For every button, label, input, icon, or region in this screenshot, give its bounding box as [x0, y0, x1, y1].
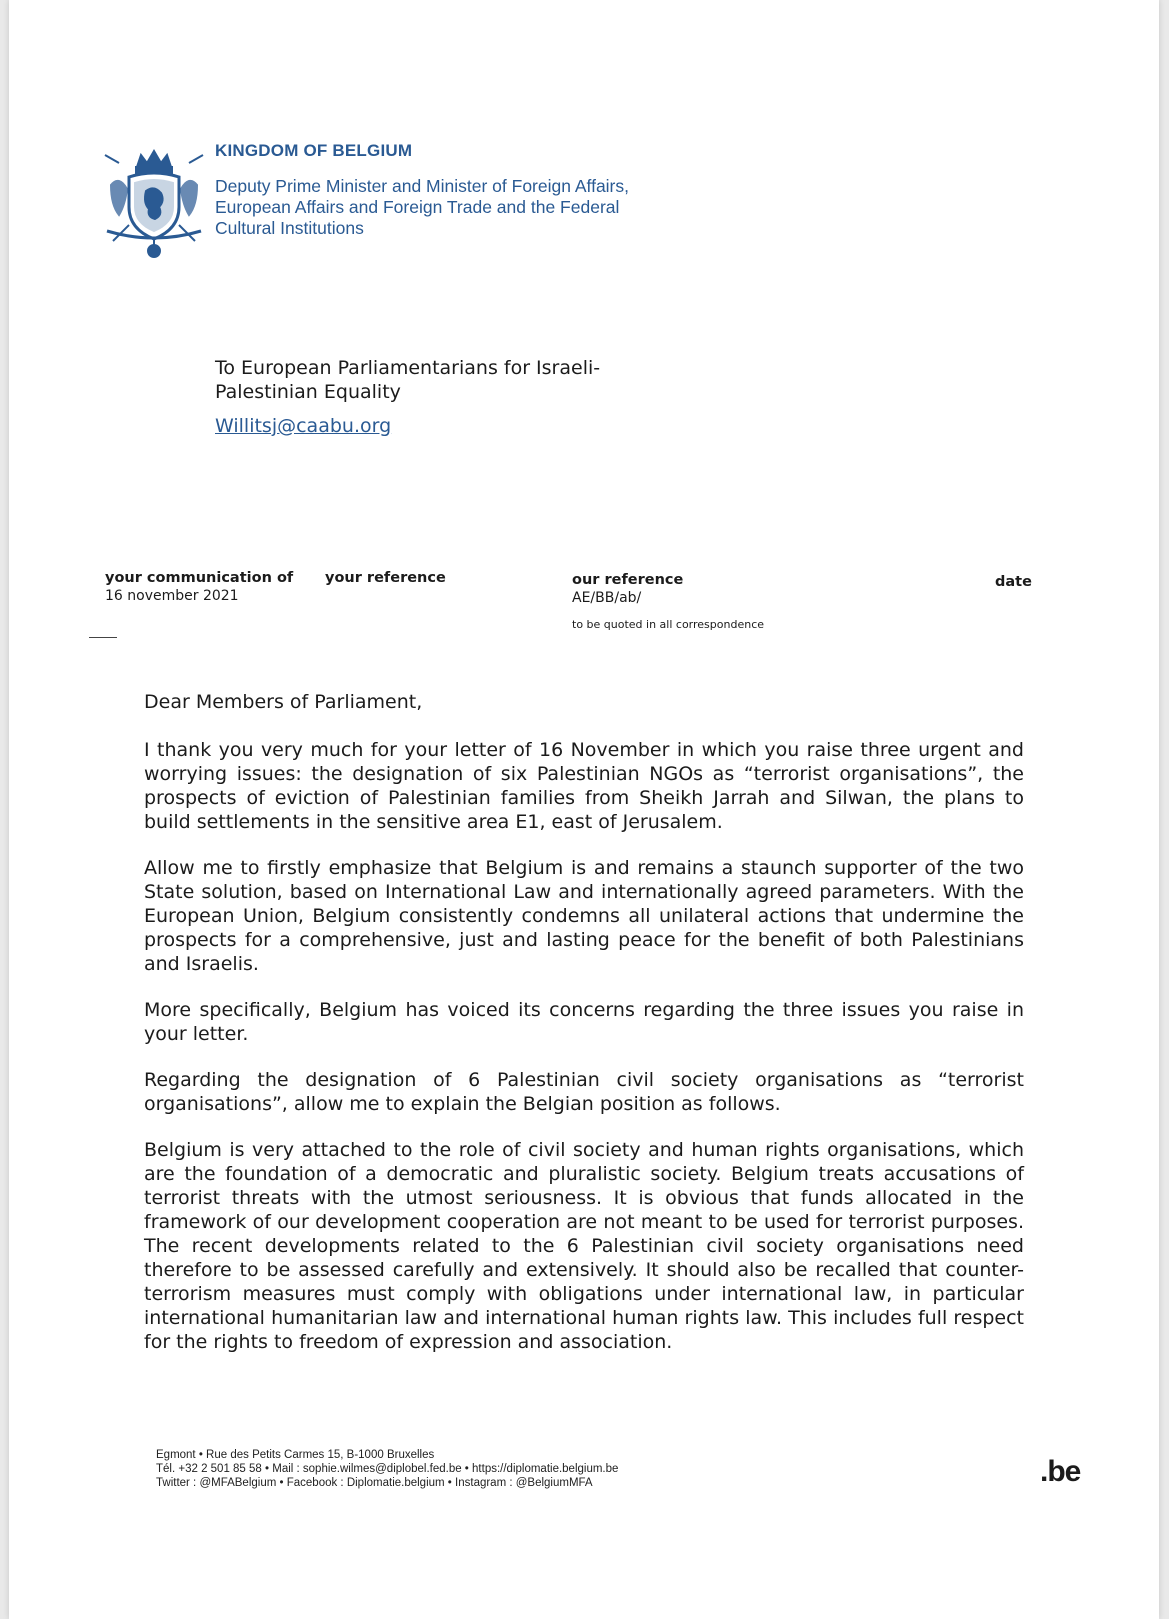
body-paragraph: I thank you very much for your letter of 16 November in which you raise three urgent and worrying issues: the designation of six Palestinian NGOs as “terrorist organisations”, the prospects of eviction of Palestinian families from Sheikh Jarrah and Silwan, the plans to build settlements in the sensitive area E1, east of Jerusalem.: [144, 739, 1024, 833]
our-reference-block: [572, 572, 764, 631]
our-reference-note: to be quoted in all correspondence: [572, 618, 765, 631]
organization-name: KINGDOM OF BELGIUM: [215, 141, 413, 160]
belgian-coat-of-arms-icon: [99, 145, 209, 263]
salutation: Dear Members of Parliament,: [144, 691, 423, 713]
ministry-title: [215, 176, 735, 239]
dot-be-logo: .be: [1040, 1455, 1081, 1488]
your-reference-label: your reference: [325, 570, 446, 586]
ministry-line: European Affairs and Foreign Trade and the Federal: [215, 197, 620, 217]
letter-footer: [156, 1448, 618, 1490]
footer-address: Egmont • Rue des Petits Carmes 15, B-1000 Bruxelles: [156, 1449, 435, 1461]
body-paragraph: Allow me to firstly emphasize that Belgium is and remains a staunch supporter of the two State solution, based on International Law and internationally agreed parameters. With the European Union, Belgium consistently condemns all unilateral actions that undermine the prospects for a comprehensive, just and lasting peace for the benefit of both Palestinians and Israelis.: [144, 857, 1024, 975]
footer-contact: Tél. +32 2 501 85 58 • Mail : sophie.wilmes@diplobel.fed.be • https://diplomatie.belgium.be: [156, 1463, 619, 1475]
body-paragraph: More specifically, Belgium has voiced its concerns regarding the three issues you raise in your letter.: [144, 999, 1024, 1045]
date-block: [995, 574, 1032, 592]
our-reference-label: our reference: [572, 572, 684, 588]
date-label: date: [995, 574, 1032, 590]
recipient-line: To European Parliamentarians for Israeli-: [215, 357, 601, 379]
your-reference-block: [325, 570, 446, 588]
body-paragraph: Regarding the designation of 6 Palestinian civil society organisations as “terrorist organisations”, allow me to explain the Belgian position as follows.: [144, 1069, 1024, 1115]
body-paragraph: Belgium is very attached to the role of civil society and human rights organisations, which are the foundation of a democratic and pluralistic society. Belgium treats accusations of terrorist threats with the utmost seriousness. It is obvious that funds allocated in the framework of our development cooperation are not meant to be used for terrorist purposes. The recent developments related to the 6 Palestinian civil society organisations need therefore to be assessed carefully and extensively. It should also be recalled that counter-terrorism measures must comply with obligations under international law, in particular international humanitarian law and international human rights law. This includes full respect for the rights to freedom of expression and association.: [144, 1139, 1024, 1353]
letter-page: [9, 0, 1159, 1619]
recipient-address: [215, 356, 600, 404]
our-reference-value: AE/BB/ab/: [572, 590, 642, 606]
recipient-email-link[interactable]: Willitsj@caabu.org: [215, 415, 392, 437]
recipient-line: Palestinian Equality: [215, 381, 401, 403]
ministry-line: Cultural Institutions: [215, 218, 364, 238]
letter-body: [144, 690, 1024, 1376]
your-communication-value: 16 november 2021: [105, 588, 239, 604]
your-communication-label: your communication of: [105, 570, 294, 586]
fold-mark: [89, 637, 117, 638]
footer-social: Twitter : @MFABelgium • Facebook : Diplomatie.belgium • Instagram : @BelgiumMFA: [156, 1477, 593, 1489]
your-communication-block: [105, 570, 293, 604]
ministry-line: Deputy Prime Minister and Minister of Foreign Affairs,: [215, 176, 630, 196]
